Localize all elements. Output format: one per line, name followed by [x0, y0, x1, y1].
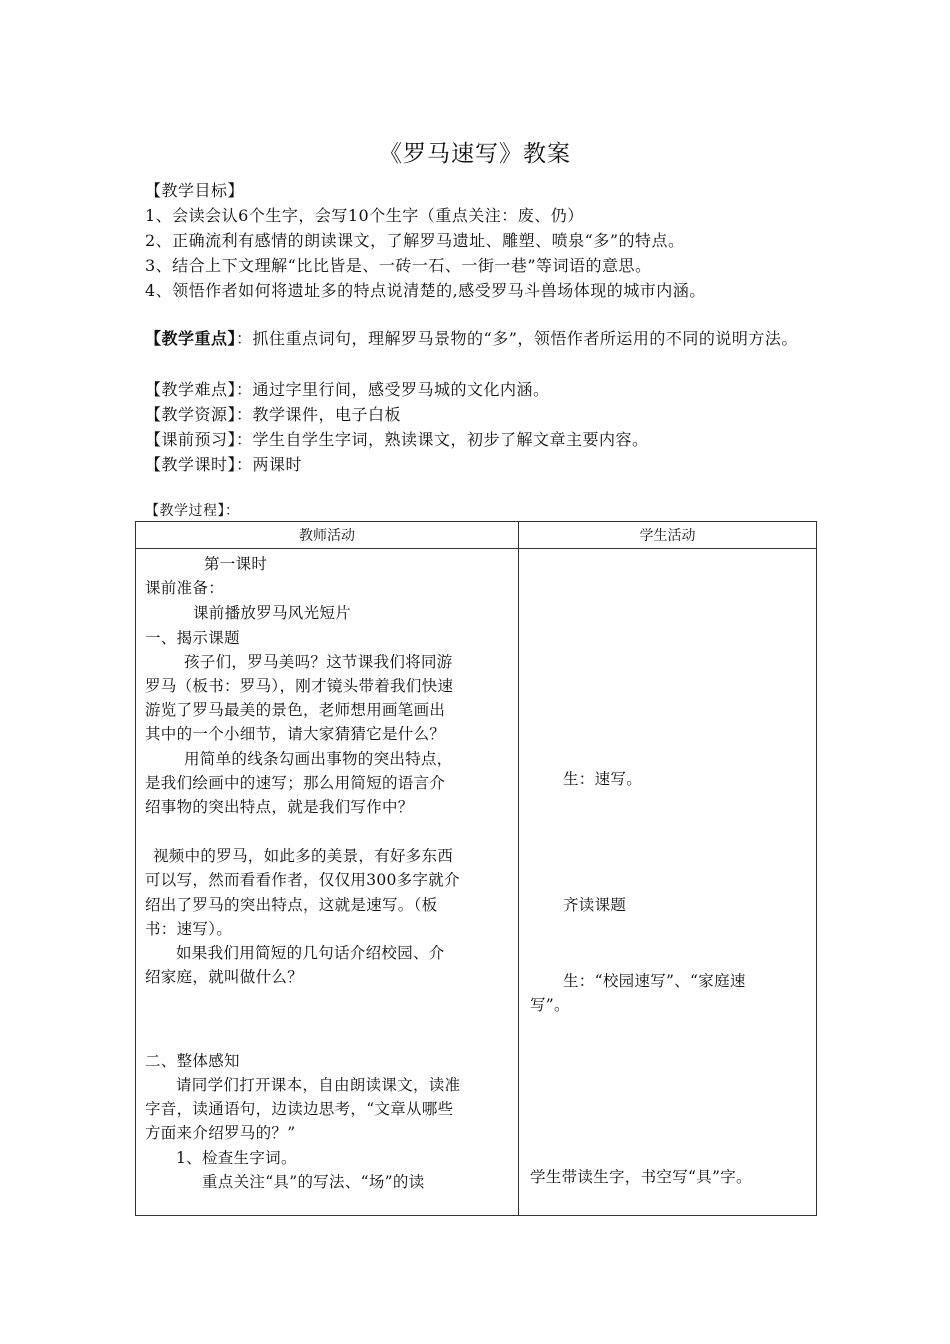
student-line: 写”。 [530, 996, 570, 1014]
goal-item: 2、正确流利有感情的朗读课文，了解罗马遗址、雕塑、喷泉“多”的特点。 [145, 231, 685, 250]
teacher-line: 绍出了罗马的突出特点，这就是速写。（板 [145, 896, 438, 914]
student-line: 生：速写。 [563, 770, 643, 788]
teacher-line: 课前播放罗马风光短片 [193, 604, 352, 622]
teacher-line: 其中的一个小细节，请大家猜猜它是什么？ [145, 725, 446, 743]
teacher-line: 绍事物的突出特点，就是我们写作中？ [145, 798, 414, 816]
student-line: 齐读课题 [563, 896, 627, 914]
teacher-line: 书：速写）。 [145, 920, 233, 938]
difficulty: 【教学难点】：通过字里行间，感受罗马城的文化内涵。 [145, 380, 550, 399]
goals-heading: 【教学目标】 [145, 181, 245, 200]
teacher-line: 用简单的线条勾画出事物的突出特点， [184, 750, 453, 768]
class-hours: 【教学课时】：两课时 [145, 455, 303, 474]
table-row [136, 549, 817, 1216]
preview: 【课前预习】：学生自学生字词，熟读课文，初步了解文章主要内容。 [145, 430, 649, 449]
teacher-line: 第一课时 [204, 555, 268, 573]
teacher-line: 方面来介绍罗马的？” [145, 1124, 296, 1142]
teacher-line: 可以写，然而看看作者，仅仅用300多字就介 [145, 871, 460, 889]
teacher-line: 视频中的罗马，如此多的美景，有好多东西 [153, 847, 454, 865]
teacher-line: 重点关注“具”的写法、“场”的读 [202, 1173, 425, 1191]
teacher-line: 1、检查生字词。 [176, 1149, 297, 1167]
table-header-row [136, 522, 817, 549]
student-line: 生：“校园速写”、“家庭速 [563, 972, 746, 990]
doc-title: 《罗马速写》教案 [379, 141, 571, 167]
teacher-line: 一、揭示课题 [145, 629, 240, 647]
teacher-line: 孩子们，罗马美吗？这节课我们将同游 [184, 653, 453, 671]
teacher-line: 是我们绘画中的速写；那么用简短的语言介 [145, 774, 446, 792]
key-points [145, 326, 810, 351]
teacher-line: 罗马（板书：罗马），刚才镜头带着我们快速 [145, 677, 454, 695]
teacher-line: 二、整体感知 [145, 1052, 240, 1070]
resources: 【教学资源】：教学课件，电子白板 [145, 405, 402, 424]
goal-item: 1、会读会认6个生字，会写10个生字（重点关注：废、仍） [145, 206, 584, 225]
goal-item: 3、结合上下文理解“比比皆是、一砖一石、一街一巷”等词语的意思。 [145, 256, 652, 275]
key-points-label: 【教学重点】 [145, 329, 237, 348]
teacher-line: 如果我们用简短的几句话介绍校园、介 [176, 944, 445, 962]
teacher-line: 课前准备： [145, 579, 225, 597]
teacher-line: 游览了罗马最美的景色，老师想用画笔画出 [145, 701, 446, 719]
goal-item: 4、领悟作者如何将遗址多的特点说清楚的,感受罗马斗兽场体现的城市内涵。 [145, 281, 706, 300]
student-line: 学生带读生字，书空写“具”字。 [530, 1168, 752, 1186]
teacher-line: 字音，读通语句，边读边思考，“文章从哪些 [145, 1100, 454, 1118]
key-points-text: ：抓住重点词句，理解罗马景物的“多”，领悟作者所运用的不同的说明方法。 [236, 329, 798, 348]
teacher-line: 绍家庭，就叫做什么？ [145, 968, 304, 986]
header-student: 学生活动 [519, 522, 817, 549]
teacher-activity-cell [136, 549, 519, 1216]
process-heading: 【教学过程】： [145, 503, 240, 519]
student-activity-cell [519, 549, 817, 1216]
process-table [135, 521, 817, 1216]
teacher-line: 请同学们打开课本，自由朗读课文，读准 [176, 1076, 461, 1094]
header-teacher: 教师活动 [136, 522, 519, 549]
